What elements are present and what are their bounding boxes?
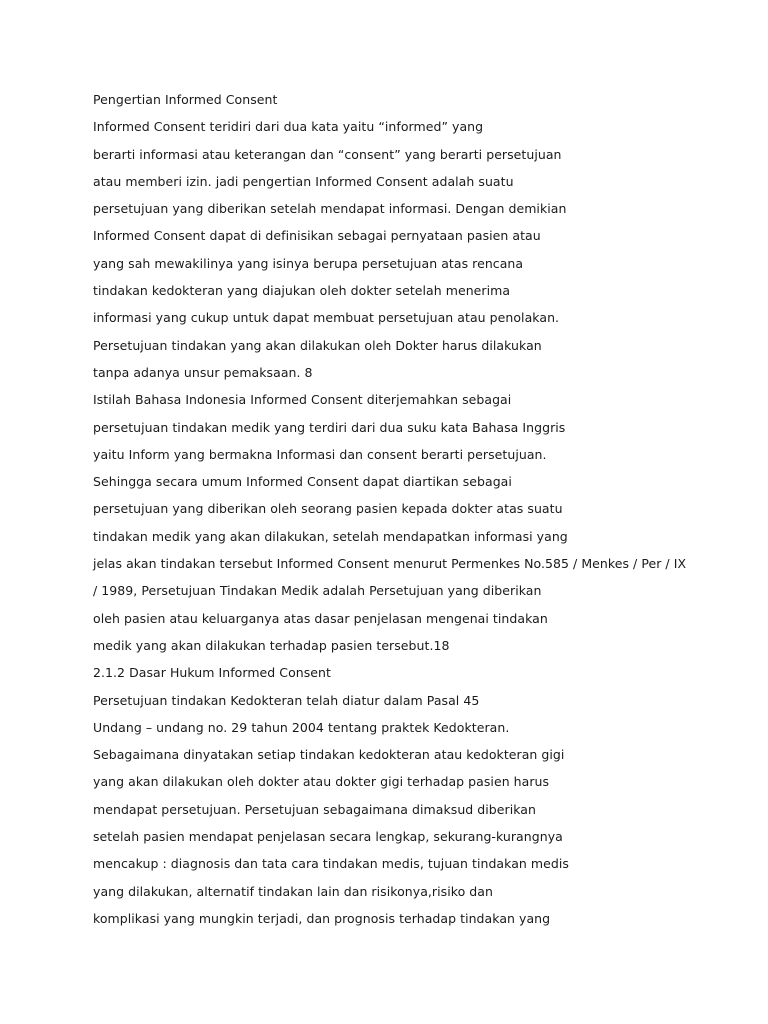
- document-body: [93, 86, 743, 932]
- text-line: Isti̇lah Bahasa Indonesia Informed Consent diterjemahkan sebagai: [93, 392, 512, 408]
- text-line: berarti̇ informasi atau keterangan dan “consent” yang berarti̇ persetujuan: [93, 146, 562, 162]
- text-line: Sehingga secara umum Informed Consent dapat diarti̇kan sebagai: [93, 474, 512, 490]
- text-line: persetujuan ti̇ndakan medik yang terdiri dari dua suku kata Bahasa Inggris: [93, 419, 566, 435]
- text-line: Informed Consent dapat di definisikan sebagai pernyataan pasien atau: [93, 228, 541, 244]
- text-line: komplikasi yang mungkin terjadi, dan prognosis terhadap ti̇ndakan yang: [93, 910, 551, 926]
- text-line: / 1989, Persetujuan Tindakan Medik adalah Persetujuan yang diberikan: [93, 583, 542, 599]
- text-line: yang dilakukan, alternati̇f ti̇ndakan lain dan risikonya,risiko dan: [93, 883, 493, 899]
- text-line: ti̇ndakan kedokteran yang diajukan oleh dokter setelah menerima: [93, 283, 511, 299]
- text-line: jelas akan ti̇ndakan tersebut Informed Consent menurut Permenkes No.585 / Menkes / Per / IX: [93, 556, 687, 572]
- text-line: yaitu Inform yang bermakna Informasi dan consent berarti̇ persetujuan.: [93, 446, 547, 462]
- text-line: tanpa adanya unsur pemaksaan. 8: [93, 364, 313, 380]
- text-line: persetujuan yang diberikan setelah mendapat informasi. Dengan demikian: [93, 201, 567, 217]
- text-line: informasi yang cukup untuk dapat membuat persetujuan atau penolakan.: [93, 310, 560, 326]
- text-line: Undang – undang no. 29 tahun 2004 tentang praktek Kedokteran.: [93, 719, 510, 735]
- text-line: Informed Consent teridiri dari dua kata yaitu “informed” yang: [93, 119, 484, 135]
- text-line: oleh pasien atau keluarganya atas dasar penjelasan mengenai ti̇ndakan: [93, 610, 548, 626]
- text-line: yang akan dilakukan oleh dokter atau dokter gigi terhadap pasien harus: [93, 774, 550, 790]
- text-line: atau memberi izin. jadi pengerti̇an Informed Consent adalah suatu: [93, 173, 514, 189]
- text-line: Persetujuan ti̇ndakan yang akan dilakukan oleh Dokter harus dilakukan: [93, 337, 542, 353]
- heading-pengertian: Pengerti̇an Informed Consent: [93, 92, 278, 107]
- text-line: ti̇ndakan medik yang akan dilakukan, setelah mendapatkan informasi yang: [93, 528, 568, 544]
- text-line: mencakup : diagnosis dan tata cara ti̇ndakan medis, tujuan ti̇ndakan medis: [93, 856, 569, 872]
- text-line: persetujuan yang diberikan oleh seorang pasien kepada dokter atas suatu: [93, 501, 563, 517]
- text-line: Persetujuan ti̇ndakan Kedokteran telah diatur dalam Pasal 45: [93, 692, 480, 708]
- text-line: Sebagaimana dinyatakan seti̇ap ti̇ndakan kedokteran atau kedokteran gigi: [93, 747, 565, 763]
- text-line: setelah pasien mendapat penjelasan secara lengkap, sekurang-kurangnya: [93, 829, 563, 845]
- text-line: yang sah mewakilinya yang isinya berupa persetujuan atas rencana: [93, 255, 524, 271]
- text-line: medik yang akan dilakukan terhadap pasien tersebut.18: [93, 637, 450, 653]
- heading-dasar-hukum: 2.1.2 Dasar Hukum Informed Consent: [93, 665, 331, 681]
- text-line: mendapat persetujuan. Persetujuan sebagaimana dimaksud diberikan: [93, 801, 536, 817]
